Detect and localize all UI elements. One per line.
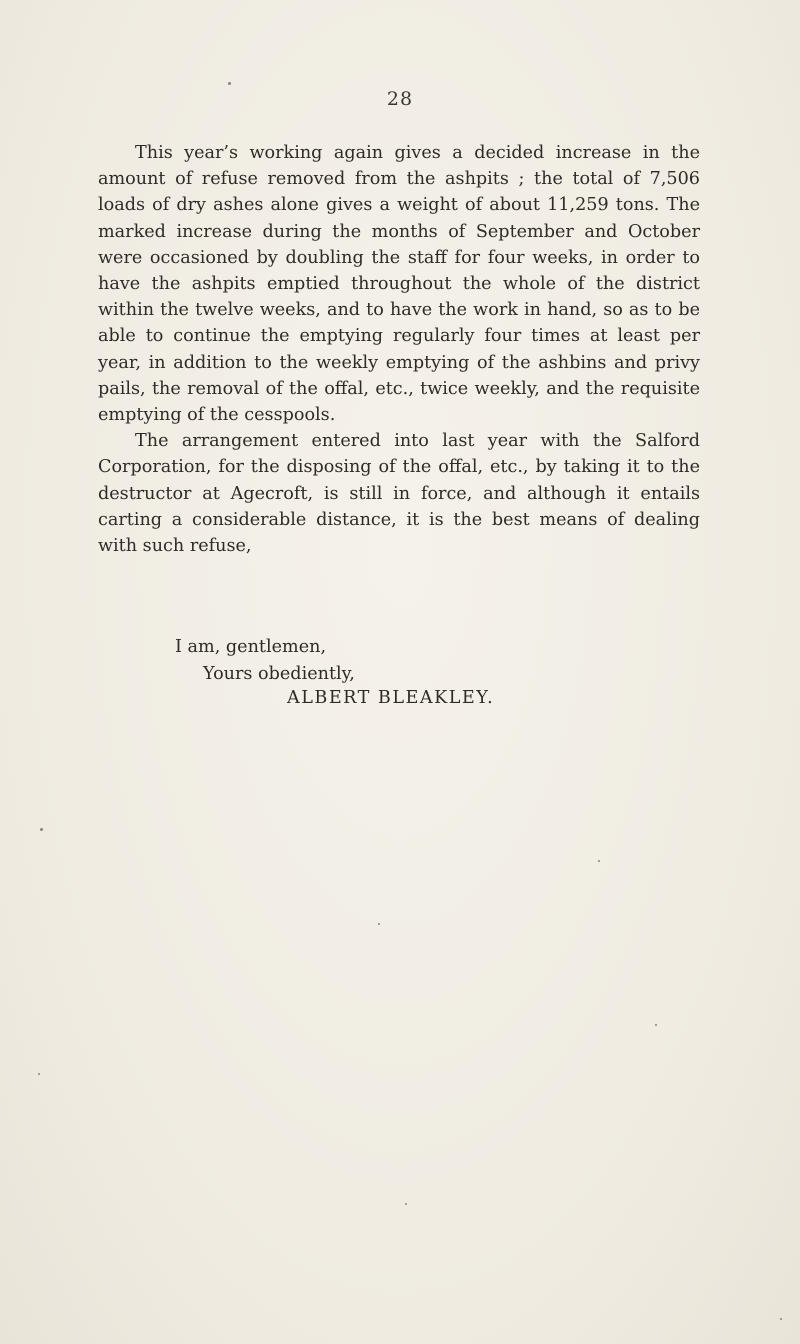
signature-name: ALBERT BLEAKLEY. <box>287 688 495 708</box>
paragraph-refuse-removal: This year’s working again gives a decided increase in the amount of refuse removed from the ashpits ; the total of 7,506 loads of dry ashes alone gives a weight of about 11,259 tons. The marked increase during the months of September and October were occasioned by doubling the staff for four weeks, in order to have the ashpits emptied throughout the whole of the district within the twelve weeks, and to have the work in hand, so as to be able to continue the emptying regularly four times at least per year, in addition to the weekly emptying of the ashbins and privy pails, the removal of the offal, etc., twice weekly, and the requisite emptying of the cesspools. <box>98 143 700 426</box>
closing-valediction: Yours obediently, <box>203 664 355 684</box>
paper-speck <box>40 828 43 831</box>
paper-speck <box>378 923 380 925</box>
paragraph-salford-arrangement: The arrangement entered into last year with the Salford Corporation, for the disposing of the offal, etc., by taking it to the destructor at Agecroft, is still in force, and although it entails carting a considerable distance, it is the best means of dealing with such refuse, <box>98 431 700 557</box>
paper-speck <box>598 860 600 862</box>
closing-salutation: I am, gentlemen, <box>175 637 327 657</box>
paper-speck <box>228 82 231 85</box>
paper-speck <box>655 1024 657 1026</box>
page-number: 28 <box>386 88 414 110</box>
report-body <box>98 140 700 559</box>
paper-speck <box>780 1318 782 1320</box>
paper-speck <box>38 1073 40 1075</box>
paper-speck <box>405 1203 407 1205</box>
